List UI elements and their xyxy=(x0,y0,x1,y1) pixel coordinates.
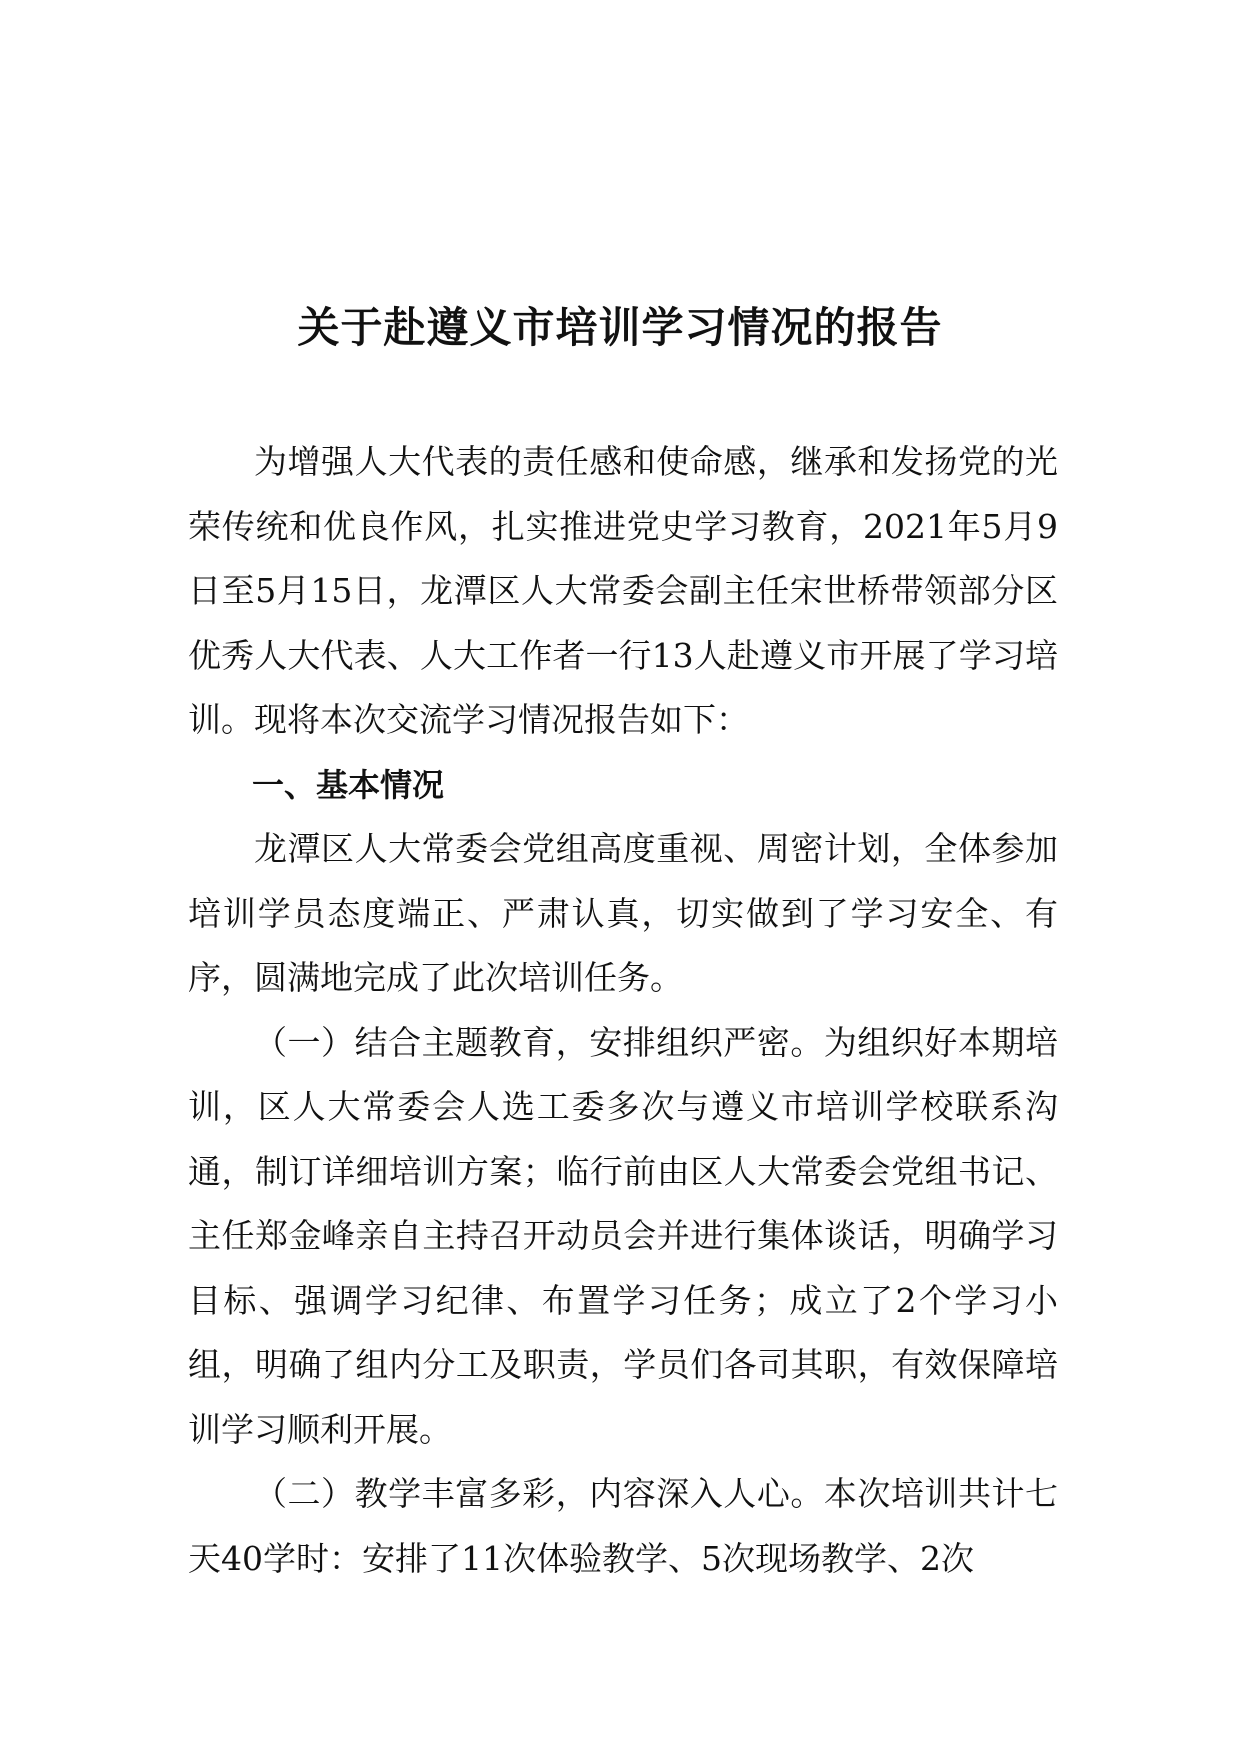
item-two-paragraph: （二）教学丰富多彩，内容深入人心。本次培训共计七天40学时：安排了11次体验教学、5次现场教学、2次 xyxy=(188,1474,1058,1578)
document-title: 关于赴遵义市培训学习情况的报告 xyxy=(297,303,943,352)
section-paragraph: 龙潭区人大常委会党组高度重视、周密计划，全体参加培训学员态度端正、严肃认真，切实做到了学习安全、有序，圆满地完成了此次培训任务。 xyxy=(188,829,1058,997)
document-body xyxy=(188,430,1058,1591)
intro-paragraph: 为增强人大代表的责任感和使命感，继承和发扬党的光荣传统和优良作风，扎实推进党史学习教育，2021年5月9日至5月15日，龙潭区人大常委会副主任宋世桥带领部分区优秀人大代表、人大工作者一行13人赴遵义市开展了学习培训。现将本次交流学习情况报告如下： xyxy=(188,442,1058,739)
section-heading: 一、基本情况 xyxy=(252,765,445,804)
item-one-paragraph: （一）结合主题教育，安排组织严密。为组织好本期培训，区人大常委会人选工委多次与遵义市培训学校联系沟通，制订详细培训方案；临行前由区人大常委会党组书记、主任郑金峰亲自主持召开动员会并进行集体谈话，明确学习目标、强调学习纪律、布置学习任务；成立了2个学习小组，明确了组内分工及职责，学员们各司其职，有效保障培训学习顺利开展。 xyxy=(188,1022,1058,1449)
